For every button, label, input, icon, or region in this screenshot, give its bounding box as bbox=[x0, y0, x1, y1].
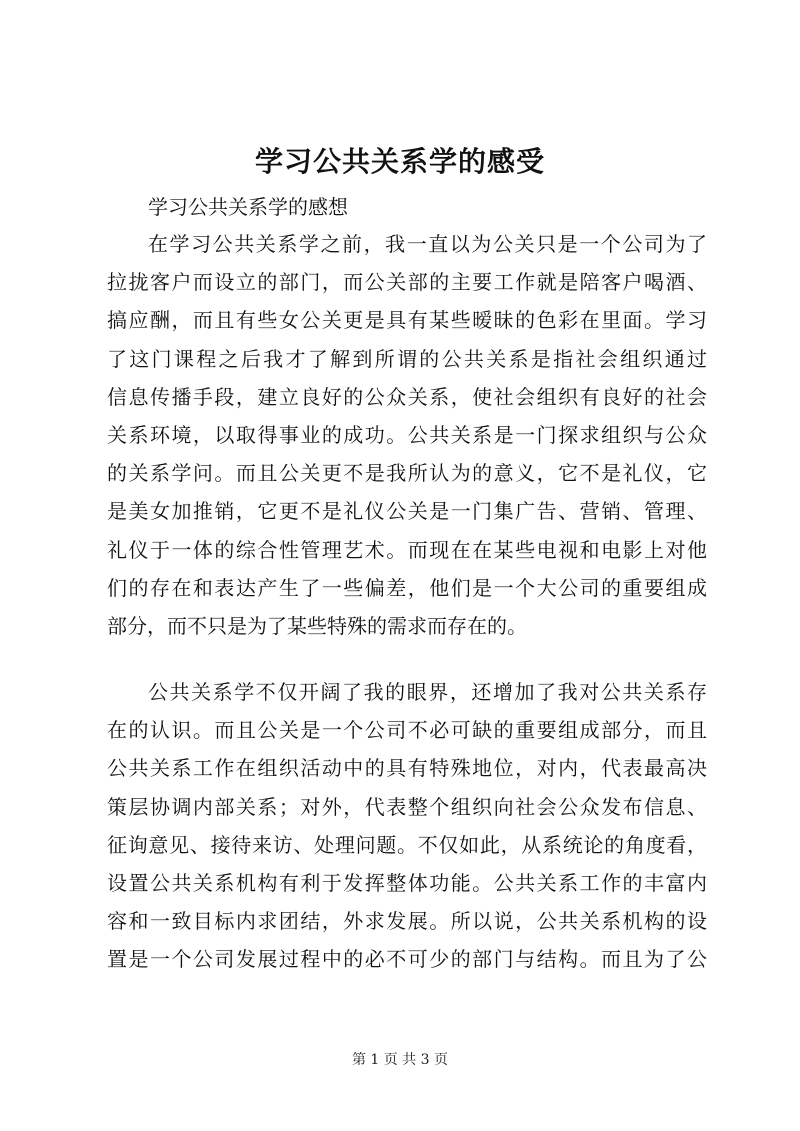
paragraph-line: 征询意见、接待来访、处理问题。不仅如此，从系统论的角度看， bbox=[107, 832, 707, 857]
document-title: 学习公共关系学的感受 bbox=[254, 145, 545, 178]
paragraph-line: 在学习公共关系学之前，我一直以为公关只是一个公司为了 bbox=[148, 232, 707, 256]
paragraph-line: 是美女加推销，它更不是礼仪公关是一门集广告、营销、管理、 bbox=[107, 499, 707, 524]
paragraph-2 bbox=[107, 673, 707, 979]
paragraph-line: 了这门课程之后我才了解到所谓的公共关系是指社会组织通过 bbox=[107, 346, 707, 371]
paragraph-line: 容和一致目标内求团结，外求发展。所以说，公共关系机构的设 bbox=[107, 909, 707, 934]
paragraph-line: 拉拢客户而设立的部门，而公关部的主要工作就是陪客户喝酒、 bbox=[107, 270, 707, 295]
paragraph-line: 在的认识。而且公关是一个公司不必可缺的重要组成部分，而且 bbox=[107, 718, 707, 743]
paragraph-line: 信息传播手段，建立良好的公众关系，使社会组织有良好的社会 bbox=[107, 384, 707, 409]
paragraph-line: 置是一个公司发展过程中的必不可少的部门与结构。而且为了公 bbox=[107, 947, 707, 972]
paragraph-line: 公共关系学不仅开阔了我的眼界，还增加了我对公共关系存 bbox=[148, 680, 707, 704]
paragraph-line: 策层协调内部关系；对外，代表整个组织向社会公众发布信息、 bbox=[107, 794, 707, 819]
paragraph-line: 搞应酬，而且有些女公关更是具有某些暧昧的色彩在里面。学习 bbox=[107, 308, 707, 333]
page-footer: 第 1 页 共 3 页 bbox=[351, 1052, 449, 1068]
paragraph-line: 的关系学问。而且公关更不是我所认为的意义，它不是礼仪，它 bbox=[107, 461, 707, 486]
paragraph-line: 关系环境，以取得事业的成功。公共关系是一门探求组织与公众 bbox=[107, 423, 707, 448]
paragraph-line: 礼仪于一体的综合性管理艺术。而现在在某些电视和电影上对他 bbox=[107, 537, 707, 562]
document-subtitle: 学习公共关系学的感想 bbox=[148, 195, 348, 219]
paragraph-line: 部分，而不只是为了某些特殊的需求而存在的。 bbox=[107, 614, 527, 639]
paragraph-line: 们的存在和表达产生了一些偏差，他们是一个大公司的重要组成 bbox=[107, 575, 707, 600]
paragraph-1 bbox=[107, 225, 707, 645]
paragraph-line: 设置公共关系机构有利于发挥整体功能。公共关系工作的丰富内 bbox=[107, 871, 707, 896]
paragraph-line: 公共关系工作在组织活动中的具有特殊地位，对内，代表最高决 bbox=[107, 756, 707, 781]
